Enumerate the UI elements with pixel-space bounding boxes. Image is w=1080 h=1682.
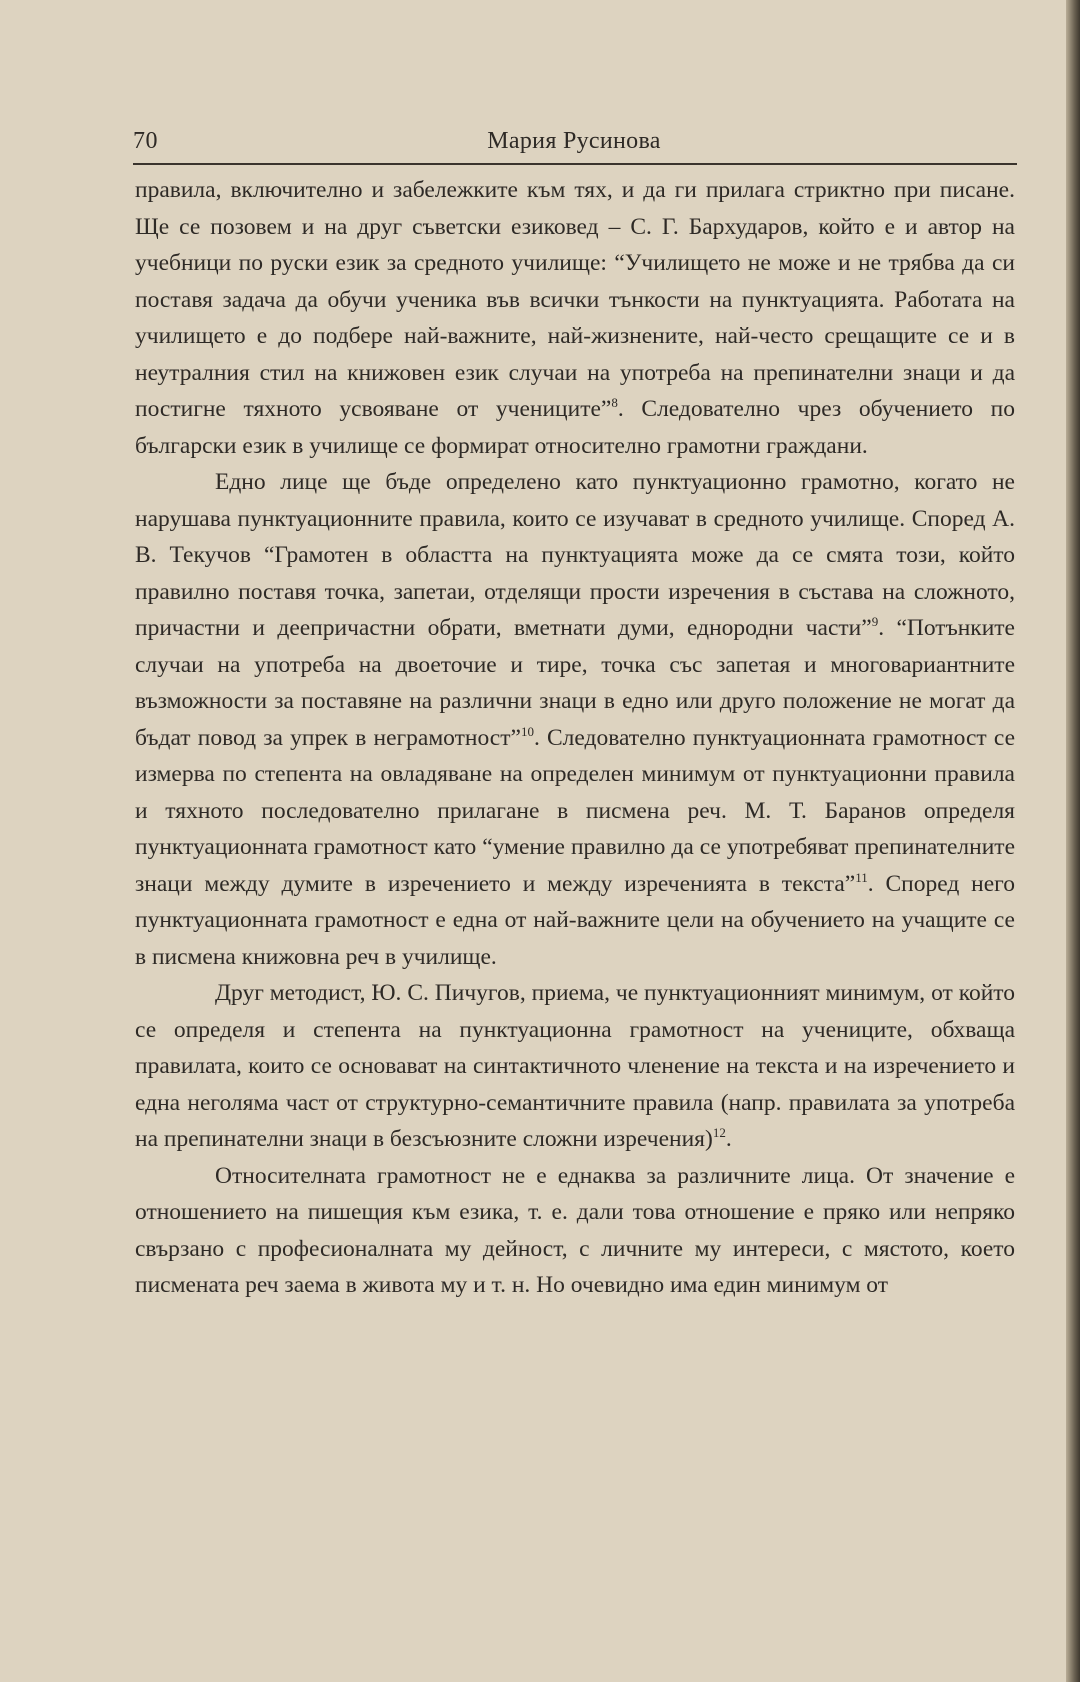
- running-title: Мария Русинова: [487, 128, 661, 154]
- page-header: [133, 128, 1015, 162]
- page-number: 70: [133, 128, 158, 154]
- paragraph-1: [135, 172, 1015, 464]
- footnote-ref-9: 9: [871, 614, 879, 629]
- paragraph-3: [135, 975, 1015, 1158]
- paragraph-3-text-2: .: [725, 1126, 732, 1152]
- body-text: [135, 172, 1015, 1304]
- paragraph-2-text-1: Едно лице ще бъде определено като пунктуационно грамотно, когато не нарушава пунктуационните правила, които се изучават в средното училище. Според А. В. Текучов “Грамотен в областта на пунктуацията може да се смята този, който правилно поставя точка, запетаи, отделящи прости изречения в състава на сложното, причастни и деепричастни обрати, вметнати думи, еднородни части”: [135, 469, 1015, 641]
- paragraph-4-text-1: Относителната грамотност не е еднаква за различните лица. От значение е отношението на пишещия към езика, т. е. дали това отношение е пряко или непряко свързано с професионалната му дейност, с личните му интереси, с мястото, което писмената реч заема в живота му и т. н. Но очевидно има един минимум от: [135, 1162, 1015, 1298]
- paragraph-2: [135, 464, 1015, 975]
- paragraph-3-text-1: Друг методист, Ю. С. Пичугов, приема, че пунктуационният минимум, от който се определя и степента на пунктуационна грамотност на учениците, обхваща правилата, които се основават на синтактичното членение на текста и на изречението и една неголяма част от структурно-семантичните правила (напр. правилата за употреба на препинателни знаци в безсъюзните сложни изречения): [135, 980, 1015, 1152]
- paragraph-4: [135, 1158, 1015, 1304]
- paragraph-2-text-2: . “Потънките случаи на употреба на двоеточие и тире, точка със запетая и многовариантните възможности за поставяне на различни знаци в едно или друго положение не могат да бъдат повод за упрек в неграмотност”: [135, 615, 1015, 751]
- paragraph-2-text-4: . Според него пунктуационната грамотност е една от най-важните цели на обучението на учащите се в писмена книжовна реч в училище.: [135, 870, 1015, 970]
- header-rule: [133, 163, 1017, 165]
- footnote-ref-12: 12: [712, 1125, 726, 1140]
- paragraph-2-text-3: . Следователно пунктуационната грамотност се измерва по степента на овладяване на определен минимум от пунктуационни правила и тяхното последователно прилагане в писмена реч. М. Т. Баранов определя пунктуационната грамотност като “умение правилно да се употребяват препинателните знаци между думите в изречението и между изреченията в текста”: [135, 724, 1015, 897]
- footnote-ref-11: 11: [855, 869, 868, 885]
- footnote-ref-8: 8: [611, 395, 618, 410]
- footnote-ref-10: 10: [520, 723, 534, 739]
- paragraph-1-text-1: правила, включително и забележките към тях, и да ги прилага стриктно при писане. Ще се позовем и на друг съветски езиковед – С. Г. Бархударов, който е и автор на учебници по руски език за средното училище: “Училището не може и не трябва да си поставя задача да обучи ученика във всички тънкости на пунктуацията. Работата на училището е до подбере най-важните, най-жизнените, най-често срещащите се и в неутралния стил на книжовен език случаи на употреба на препинателни знаци и да постигне тяхното усвояване от учениците”: [135, 177, 1015, 422]
- page-edge-shadow: [1066, 0, 1080, 1682]
- paragraph-1-text-2: . Следователно чрез обучението по български език в училище се формират относително грамотни граждани.: [135, 396, 1015, 459]
